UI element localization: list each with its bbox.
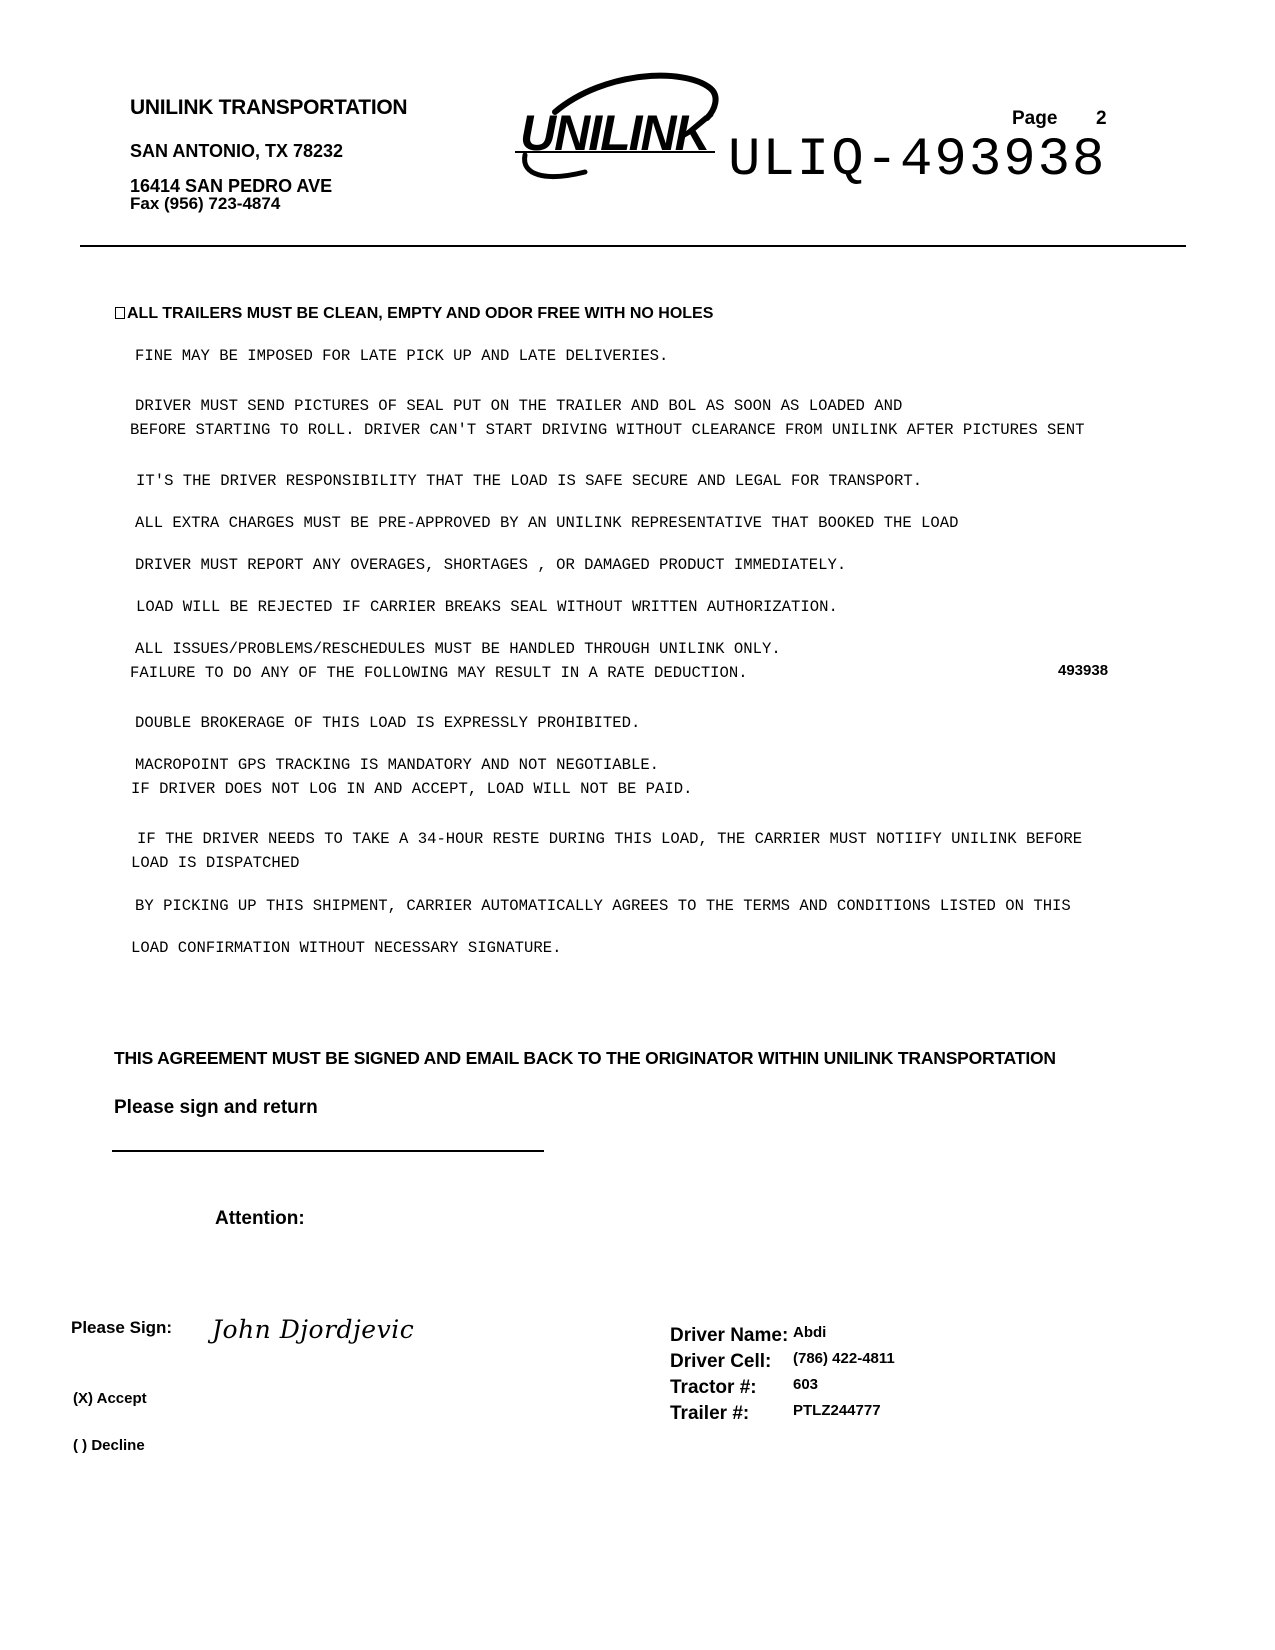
driver-cell-label: Driver Cell: <box>670 1351 772 1372</box>
term-line: LOAD WILL BE REJECTED IF CARRIER BREAKS SEAL WITHOUT WRITTEN AUTHORIZATION. <box>136 598 838 616</box>
term-line: DOUBLE BROKERAGE OF THIS LOAD IS EXPRESSLY PROHIBITED. <box>135 714 641 732</box>
attention-label: Attention: <box>215 1208 305 1229</box>
load-number: 493938 <box>1058 662 1109 679</box>
term-line: ALL ISSUES/PROBLEMS/RESCHEDULES MUST BE HANDLED THROUGH UNILINK ONLY. <box>135 640 781 658</box>
term-line: MACROPOINT GPS TRACKING IS MANDATORY AND NOT NEGOTIABLE. <box>135 756 660 774</box>
trailer-value: PTLZ244777 <box>793 1402 881 1419</box>
company-city: SAN ANTONIO, TX 78232 <box>130 141 344 161</box>
trailer-label: Trailer #: <box>670 1403 750 1424</box>
decline-option: ( ) Decline <box>73 1437 145 1454</box>
term-line: ALL EXTRA CHARGES MUST BE PRE-APPROVED BY AN UNILINK REPRESENTATIVE THAT BOOKED THE LOAD <box>135 514 959 532</box>
driver-name-value: Abdi <box>793 1324 827 1341</box>
company-name: UNILINK TRANSPORTATION <box>130 96 408 119</box>
logo-wordmark: UNILINK <box>520 105 709 161</box>
term-line: FAILURE TO DO ANY OF THE FOLLOWING MAY RESULT IN A RATE DEDUCTION. <box>130 664 748 682</box>
term-line: LOAD IS DISPATCHED <box>131 854 300 872</box>
tractor-value: 603 <box>793 1376 819 1393</box>
term-line: BEFORE STARTING TO ROLL. DRIVER CAN'T START DRIVING WITHOUT CLEARANCE FROM UNILINK AFTER PICTURES SENT <box>130 421 1085 439</box>
term-line: LOAD CONFIRMATION WITHOUT NECESSARY SIGNATURE. <box>131 939 562 957</box>
please-sign-label: Please Sign: <box>71 1318 173 1337</box>
signature-name: John Djordjevic <box>212 1315 415 1344</box>
header-divider <box>80 245 1186 247</box>
term-line: IF THE DRIVER NEEDS TO TAKE A 34-HOUR RESTE DURING THIS LOAD, THE CARRIER MUST NOTIIFY UNILINK BEFORE <box>137 830 1083 848</box>
term-line: DRIVER MUST REPORT ANY OVERAGES, SHORTAGES , OR DAMAGED PRODUCT IMMEDIATELY. <box>135 556 847 574</box>
term-line: FINE MAY BE IMPOSED FOR LATE PICK UP AND LATE DELIVERIES. <box>135 347 669 365</box>
sign-and-return: Please sign and return <box>114 1097 318 1118</box>
term-line: DRIVER MUST SEND PICTURES OF SEAL PUT ON THE TRAILER AND BOL AS SOON AS LOADED AND <box>135 397 903 415</box>
checkbox-icon <box>115 307 125 319</box>
driver-name-label: Driver Name: <box>670 1325 789 1346</box>
lead-notice <box>115 305 713 323</box>
driver-cell-value: (786) 422-4811 <box>793 1350 895 1367</box>
page-number: 2 <box>1096 108 1107 129</box>
term-line: BY PICKING UP THIS SHIPMENT, CARRIER AUTOMATICALLY AGREES TO THE TERMS AND CONDITIONS LISTED ON THIS <box>135 897 1071 915</box>
reference-code: ULIQ-493938 <box>728 130 1107 191</box>
term-line: IF DRIVER DOES NOT LOG IN AND ACCEPT, LOAD WILL NOT BE PAID. <box>131 780 693 798</box>
lead-notice-text: ALL TRAILERS MUST BE CLEAN, EMPTY AND ODOR FREE WITH NO HOLES <box>127 305 714 322</box>
agreement-notice: THIS AGREEMENT MUST BE SIGNED AND EMAIL BACK TO THE ORIGINATOR WITHIN UNILINK TRANSPORTATION <box>114 1048 1056 1068</box>
company-fax: Fax (956) 723-4874 <box>130 194 281 213</box>
term-line: IT'S THE DRIVER RESPONSIBILITY THAT THE LOAD IS SAFE SECURE AND LEGAL FOR TRANSPORT. <box>136 472 923 490</box>
page-label: Page <box>1012 108 1058 129</box>
company-street: 16414 SAN PEDRO AVE <box>130 176 333 196</box>
signature-line <box>112 1150 544 1152</box>
accept-option: (X) Accept <box>73 1390 147 1407</box>
tractor-label: Tractor #: <box>670 1377 757 1398</box>
